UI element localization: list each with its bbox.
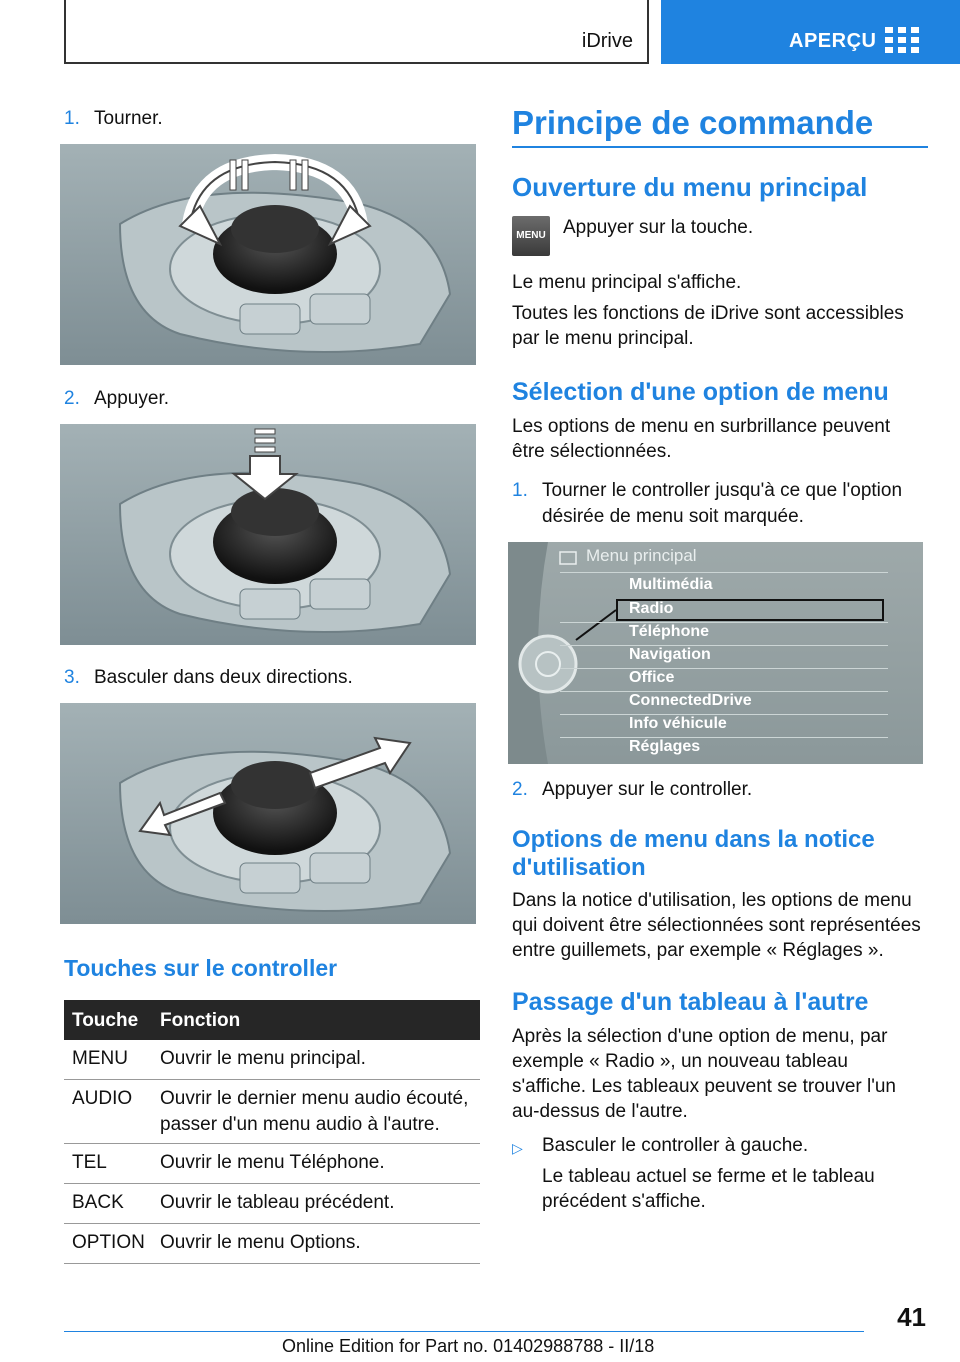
- table-row: [64, 1184, 480, 1224]
- paragraph: Toutes les fonctions de iDrive sont accessibles par le menu principal.: [512, 303, 904, 349]
- grid-icon: [885, 27, 919, 53]
- section-title-select-option: Sélection d'une option de menu: [512, 378, 889, 406]
- table-header-function: Fonction: [160, 1010, 241, 1031]
- header-chapter-tab[interactable]: [661, 0, 960, 64]
- step-number: 1.: [512, 480, 528, 501]
- table-cell-function: Ouvrir le menu Options.: [160, 1232, 361, 1253]
- paragraph: Appuyer sur la touche.: [563, 217, 754, 238]
- section-title-switch-panel: Passage d'un tableau à l'autre: [512, 988, 869, 1016]
- controller-press-image: [60, 424, 476, 645]
- screen-menu-item: Radio: [629, 600, 674, 617]
- table-cell-key: TEL: [72, 1152, 107, 1173]
- screen-divider: [560, 622, 888, 623]
- header-section-label: iDrive: [581, 30, 633, 52]
- footer-rule: [64, 1331, 864, 1332]
- select-step-2: [512, 777, 928, 803]
- screen-menu-item: Navigation: [629, 646, 711, 663]
- step-text: Tourner.: [94, 108, 163, 129]
- page-number: 41: [897, 1302, 926, 1332]
- screen-divider: [560, 737, 888, 738]
- screen-menu-item: Téléphone: [629, 623, 710, 640]
- step-text: Appuyer sur le controller.: [542, 779, 753, 800]
- screen-menu-item: Réglages: [629, 738, 701, 755]
- step-1: [64, 106, 464, 132]
- screen-menu-item: Multimédia: [629, 576, 713, 593]
- controller-tilt-image: [60, 703, 476, 924]
- edition-note: Online Edition for Part no. 01402988788 - II/18: [282, 1336, 655, 1356]
- select-step-1: [512, 478, 928, 530]
- step-text: Tourner le controller jusqu'à ce que l'option désirée de menu soit marquée.: [542, 480, 903, 527]
- table-cell-key: OPTION: [72, 1232, 145, 1253]
- table-row: [64, 1040, 480, 1080]
- screen-divider: [560, 668, 888, 669]
- idrive-menu-screen-image: [508, 542, 923, 764]
- step-text: Basculer dans deux directions.: [94, 667, 353, 688]
- screen-divider: [560, 572, 888, 573]
- table-cell-key: BACK: [72, 1192, 124, 1213]
- paragraph: Le menu principal s'affiche.: [512, 272, 742, 293]
- header-chapter-label: APERÇU: [789, 30, 877, 52]
- table-cell-key: AUDIO: [72, 1088, 133, 1109]
- controller-rotate-image: [60, 144, 476, 365]
- table-cell-function: Ouvrir le menu principal.: [160, 1048, 366, 1069]
- paragraph: Les options de menu en surbrillance peuvent être sélectionnées.: [512, 416, 891, 462]
- controller-keys-table: [64, 1000, 480, 1264]
- screen-menu-item: ConnectedDrive: [629, 692, 752, 709]
- screen-menu-item: Info véhicule: [629, 715, 727, 732]
- paragraph: Dans la notice d'utilisation, les options de menu qui doivent être sélectionnées sont représentées entre guillemets, par exemple « Réglages ».: [512, 890, 921, 961]
- table-cell-function: Ouvrir le tableau précédent.: [160, 1192, 395, 1213]
- bullet-text: Basculer le controller à gauche.: [542, 1135, 809, 1156]
- table-row: [64, 1080, 480, 1144]
- table-cell-function: Ouvrir le menu Téléphone.: [160, 1152, 385, 1173]
- menu-button-label: MENU: [516, 230, 546, 241]
- section-title-manual-options: Options de menu dans la notice d'utilisation: [512, 826, 875, 881]
- step-number: 3.: [64, 667, 80, 688]
- table-header: [64, 1000, 480, 1040]
- menu-button-icon: [512, 216, 550, 256]
- screen-menu-item: Office: [629, 669, 675, 686]
- title-rule: [512, 146, 928, 148]
- bullet-item: [512, 1133, 928, 1159]
- step-number: 1.: [64, 108, 80, 129]
- paragraph: Après la sélection d'une option de menu, par exemple « Radio », un nouveau tableau s'affiche. Les tableaux peuvent se trouver l'un au-dessus de l'autre.: [512, 1026, 896, 1122]
- table-cell-key: MENU: [72, 1048, 128, 1069]
- section-title-open-menu: Ouverture du menu principal: [512, 172, 868, 202]
- header-section-box: [64, 0, 649, 64]
- step-2: [64, 386, 464, 412]
- step-text: Appuyer.: [94, 388, 169, 409]
- step-3: [64, 665, 464, 691]
- table-cell-function: Ouvrir le dernier menu audio écouté, passer d'un menu audio à l'autre.: [160, 1088, 469, 1135]
- triangle-bullet-icon: ▷: [512, 1140, 523, 1156]
- screen-divider: [560, 645, 888, 646]
- page-title: Principe de commande: [512, 104, 874, 141]
- table-row: [64, 1144, 480, 1184]
- table-row: [64, 1224, 480, 1264]
- step-number: 2.: [512, 779, 528, 800]
- step-number: 2.: [64, 388, 80, 409]
- table-header-key: Touche: [72, 1010, 139, 1031]
- screen-title: Menu principal: [586, 546, 697, 565]
- table-section-title: Touches sur le controller: [64, 955, 338, 981]
- paragraph: Le tableau actuel se ferme et le tableau précédent s'affiche.: [542, 1166, 875, 1212]
